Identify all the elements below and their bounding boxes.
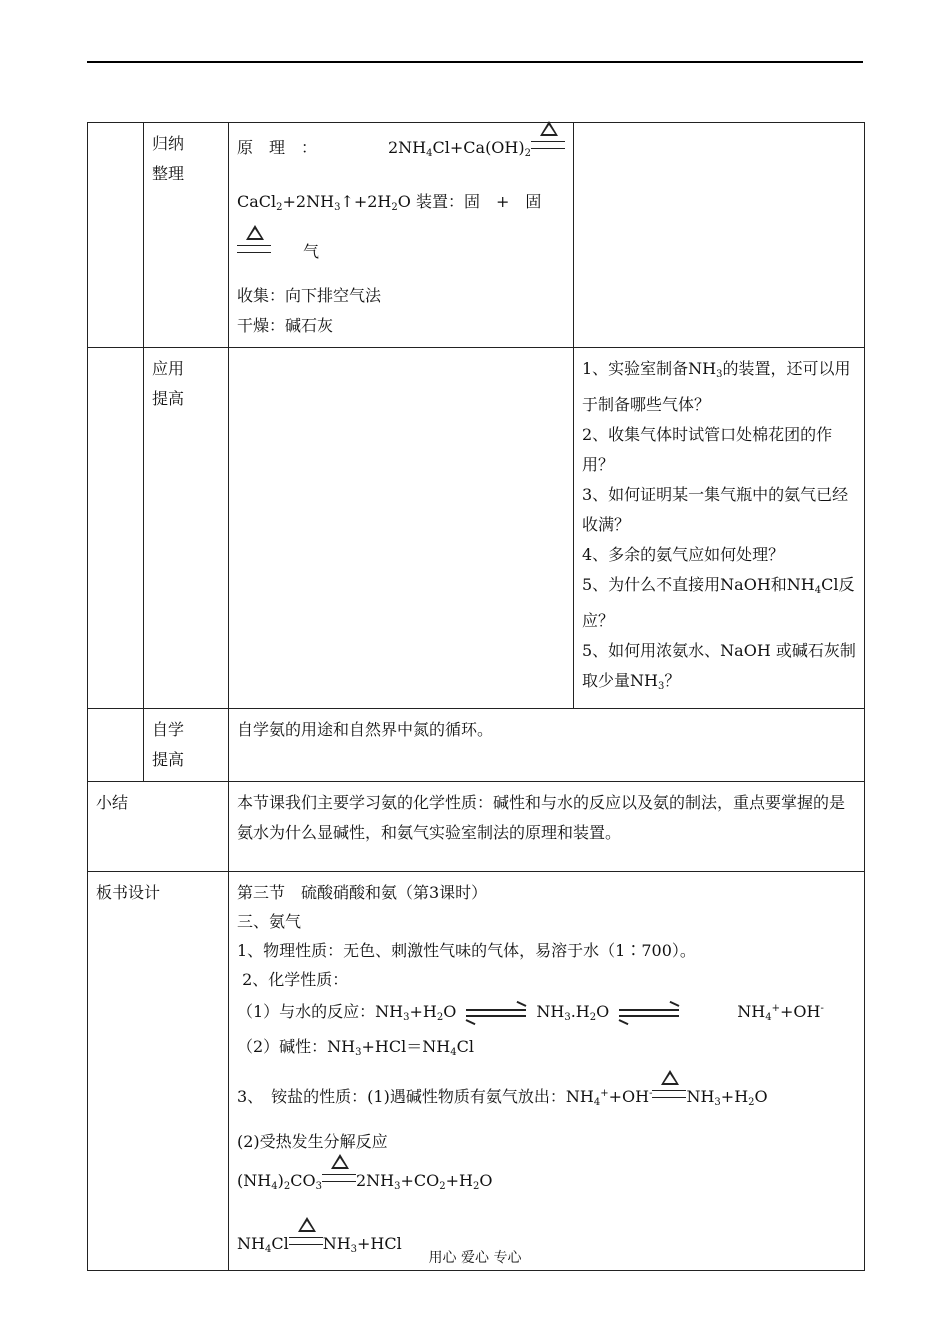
row-label: 板书设计 (88, 872, 229, 1271)
row-guina (88, 123, 865, 348)
lesson-table (87, 122, 865, 1271)
board-line-8: (2)受热发生分解反应 (237, 1132, 388, 1151)
gas-line: 气 (237, 237, 565, 267)
row-label: 小结 (88, 782, 229, 872)
board-line-6: （2）碱性：$NH_3+HCl=NH_4Cl$ (237, 1037, 474, 1058)
questions-cell (574, 348, 865, 709)
heat-symbol (531, 137, 565, 153)
summary-text: 本节课我们主要学习氨的化学性质：碱性和与水的反应以及氨的制法，重点要掌握的是氨水为什么显碱性，和氨气实验室制法的原理和装置。 (229, 782, 865, 872)
heat-symbol (237, 241, 271, 257)
heat-symbol (652, 1086, 686, 1102)
collect-text: 收集：向下排空气法 (237, 286, 382, 305)
blank-cell (88, 348, 144, 709)
page-footer: 用心 爱心 专心 (428, 1250, 522, 1266)
reversible-arrow (619, 1006, 679, 1020)
question-2: 2、收集气体时试管口处棉花团的作用？ (582, 425, 833, 474)
board-design-cell (229, 872, 865, 1271)
dry-text: 干燥：碱石灰 (237, 316, 334, 335)
reversible-arrow (466, 1006, 526, 1020)
board-line-5: （1）与水的反应：$NH_3+H_2O$ $NH_3.H_2O$ $NH_4^++OH^-$ (237, 1002, 824, 1023)
row-zixue (88, 709, 865, 782)
row-label: 应用 提高 (144, 348, 229, 709)
blank-cell (574, 123, 865, 348)
row-banshu (88, 872, 865, 1271)
board-line-2: 三、氨气 (237, 912, 302, 931)
zixue-text: 自学氨的用途和自然界中氮的循环。 (229, 709, 865, 782)
question-1: 1、实验室制备$NH_3$的装置，还可以用于制备哪些气体？ (582, 359, 851, 414)
heat-symbol (322, 1170, 356, 1186)
principle-cell (229, 123, 574, 348)
board-line-3: 1、物理性质：无色、刺激性气味的气体，易溶于水（1∶700）。 (237, 941, 696, 960)
blank-cell (88, 123, 144, 348)
question-5: 5、为什么不直接用NaOH和$NH_4Cl$反应？ (582, 575, 855, 630)
board-line-7: 3、 铵盐的性质：(1)遇碱性物质有氨气放出：$NH_4^++OH^-$ $NH_3+H_2O$ (237, 1079, 856, 1117)
board-line-4: 2、化学性质： (237, 970, 349, 989)
blank-cell (229, 348, 574, 709)
row-yingyong (88, 348, 865, 709)
principle-line: 原 理 ： $2NH_4Cl+Ca(OH)_2$ (237, 133, 565, 169)
row-label: 自学 提高 (144, 709, 229, 782)
question-6: 5、如何用浓氨水、NaOH 或碱石灰制取少量$NH_3$？ (582, 641, 856, 692)
blank-cell (88, 709, 144, 782)
board-line-1: 第三节 硫酸硝酸和氨（第3课时） (237, 883, 488, 902)
equation-products: $CaCl_2+2NH_3↑+2H_2O$ 装置：固 + 固 (237, 192, 542, 213)
header-rule (87, 61, 863, 63)
row-xiaojie (88, 782, 865, 872)
question-3: 3、如何证明某一集气瓶中的氨气已经收满？ (582, 485, 849, 534)
question-4: 4、多余的氨气应如何处理？ (582, 545, 785, 564)
row-label: 归纳 整理 (144, 123, 229, 348)
board-line-9: $(NH_4)_2CO_3$ $2NH_3+CO_2+H_2O$ (237, 1166, 856, 1201)
board-line-10: $NH_4Cl$ $NH_3+HCl$ (237, 1229, 856, 1264)
